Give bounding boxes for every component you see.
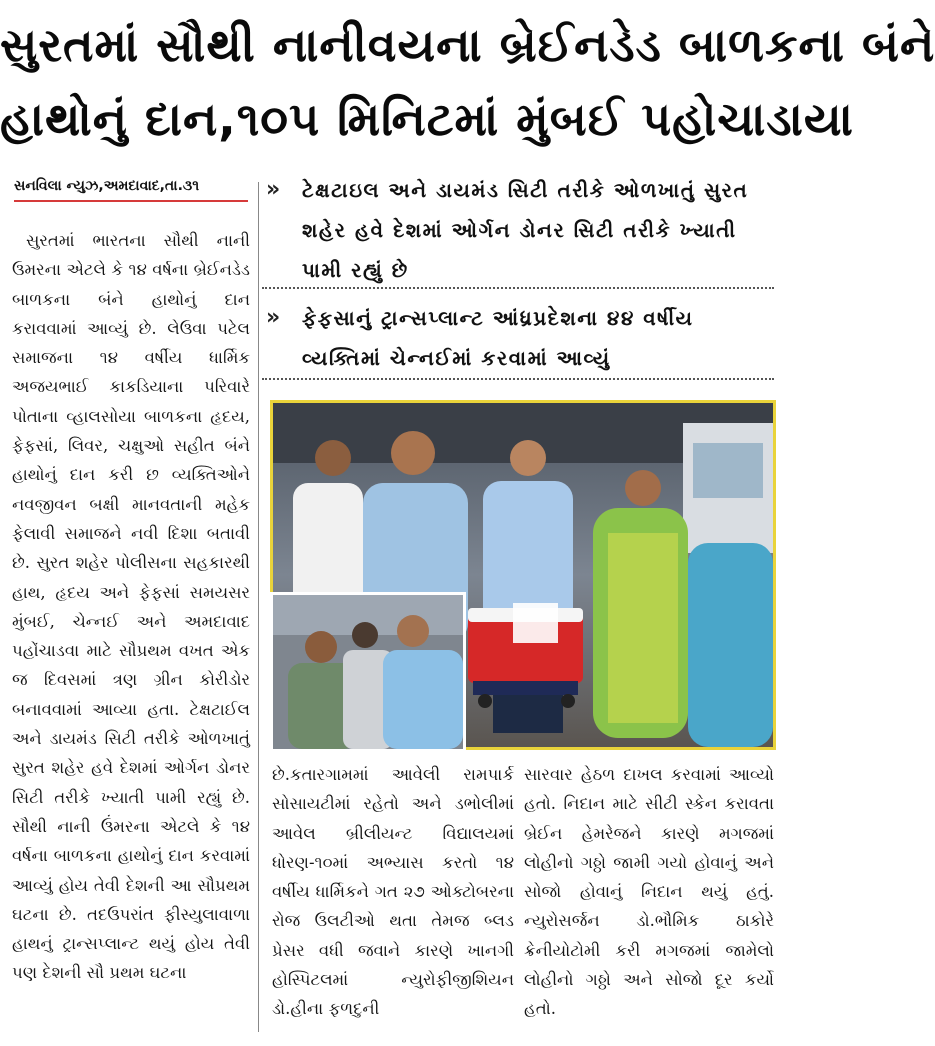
article-column-2 bbox=[272, 760, 514, 1040]
article-column-3 bbox=[524, 760, 774, 1040]
article-paragraph: સારવાર હેઠળ દાખલ કરવામાં આવ્યો હતો. નિદાન માટે સીટી સ્કેન કરાવતા બ્રેઈન હેમરેજને કારણે મગજમાં લોહીનો ગઠ્ઠો જામી ગયો હોવાનું અને સોજો હોવાનું નિદાન થયું હતું. ન્યુરોસર્જન ડો.ભૌમિક ઠાકોરે ક્રેનીયોટોમી કરી મગજમાં જામેલો લોહીનો ગઠ્ઠો અને સોજો દૂર કર્યો હતો. bbox=[524, 765, 774, 1019]
dotted-separator bbox=[262, 287, 774, 289]
highlight-box-1 bbox=[262, 170, 774, 288]
article-column-1 bbox=[12, 226, 250, 1038]
highlight-text-2: ફેફસાનું ટ્રાન્સપ્લાન્ટ આંધ્રપ્રદેશના ૪૪ વર્ષીય વ્યક્તિમાં ચેન્નઈમાં કરવામાં આવ્યું bbox=[302, 306, 694, 370]
chevron-icon: » bbox=[266, 177, 281, 202]
column-divider bbox=[258, 182, 259, 1032]
dateline: સનવિલા ન્યુઝ,અમદાવાદ,તા.૩૧ bbox=[14, 178, 248, 202]
highlight-box-2 bbox=[262, 298, 774, 376]
article-paragraph: છે.કતારગામમાં આવેલી રામપાર્ક સોસાયટીમાં રહેતો અને ડભોલીમાં આવેલ બ્રીલીયન્ટ વિદ્યાલયમાં ધોરણ-૧૦માં અભ્યાસ કરતો ૧૪ વર્ષીય ધાર્મિકને ગત ૨૭ ઓક્ટોબરના રોજ ઉલટીઓ થતા તેમજ બ્લડ પ્રેસર વધી જવાને કારણે ખાનગી હોસ્પિટલમાં ન્યુરોફીજીશિયન ડો.હીના ફળદુની bbox=[272, 765, 514, 1019]
inset-photo bbox=[270, 592, 466, 752]
headline-line-2: હાથોનું દાન,૧૦૫ મિનિટમાં મુંબઈ પહોચાડાયા bbox=[0, 92, 854, 146]
headline-line-1: સુરતમાં સૌથી નાનીવયના બ્રેઈનડેડ બાળકના બંને bbox=[0, 18, 935, 72]
article-paragraph: સુરતમાં ભારતના સૌથી નાની ઉમરના એટલે કે ૧૪ વર્ષના બ્રેઈનડેડ બાળકના બંને હાથોનું દાન કરાવવામાં આવ્યું છે. લેઉવા પટેલ સમાજના ૧૪ વર્ષીય ધાર્મિક અજયભાઈ કાકડિયાના પરિવારે પોતાના વ્હાલસોયા બાળકના હૃદય, ફેફસાં, લિવર, ચક્ષુઓ સહીત બંને હાથોનું દાન કરી છ વ્યક્તિઓને નવજીવન બક્ષી માનવતાની મહેક ફેલાવી સમાજને નવી દિશા બતાવી છે. સુરત શહેર પોલીસના સહકારથી હાથ, હૃદય અને ફેફસાં સમયસર મુંબઈ, ચેન્નઈ અને અમદાવાદ પહોંચાડવા માટે સૌપ્રથમ વખત એક જ દિવસમાં ત્રણ ગ્રીન કોરીડોર બનાવવામાં આવ્યા હતા. ટેક્ષટાઈલ અને ડાયમંડ સિટી તરીકે ઓળખાતું સુરત શહેર હવે દેશમાં ઓર્ગન ડોનર સિટી તરીકે ખ્યાતી પામી રહ્યું છે. સૌથી નાની ઉંમરના એટલે કે ૧૪ વર્ષના બાળકના હાથોનું દાન કરવામાં આવ્યું હોય તેવી દેશની આ સૌપ્રથમ ઘટના છે. તદઉપરાંત ફીસ્યુલાવાળા હાથનું ટ્રાન્સપ્લાન્ટ થયું હોય તેવી પણ દેશની સૌ પ્રથમ ઘટના bbox=[12, 231, 250, 983]
inset-illustration bbox=[273, 595, 463, 749]
dotted-separator bbox=[262, 378, 774, 380]
chevron-icon: » bbox=[266, 305, 281, 330]
highlight-text-1: ટેક્ષટાઇલ અને ડાયમંડ સિટી તરીકે ઓળખાતું સુરત શહેર હવે દેશમાં ઓર્ગન ડોનર સિટી તરીકે ખ્યાતી પામી રહ્યું છે bbox=[302, 178, 749, 282]
